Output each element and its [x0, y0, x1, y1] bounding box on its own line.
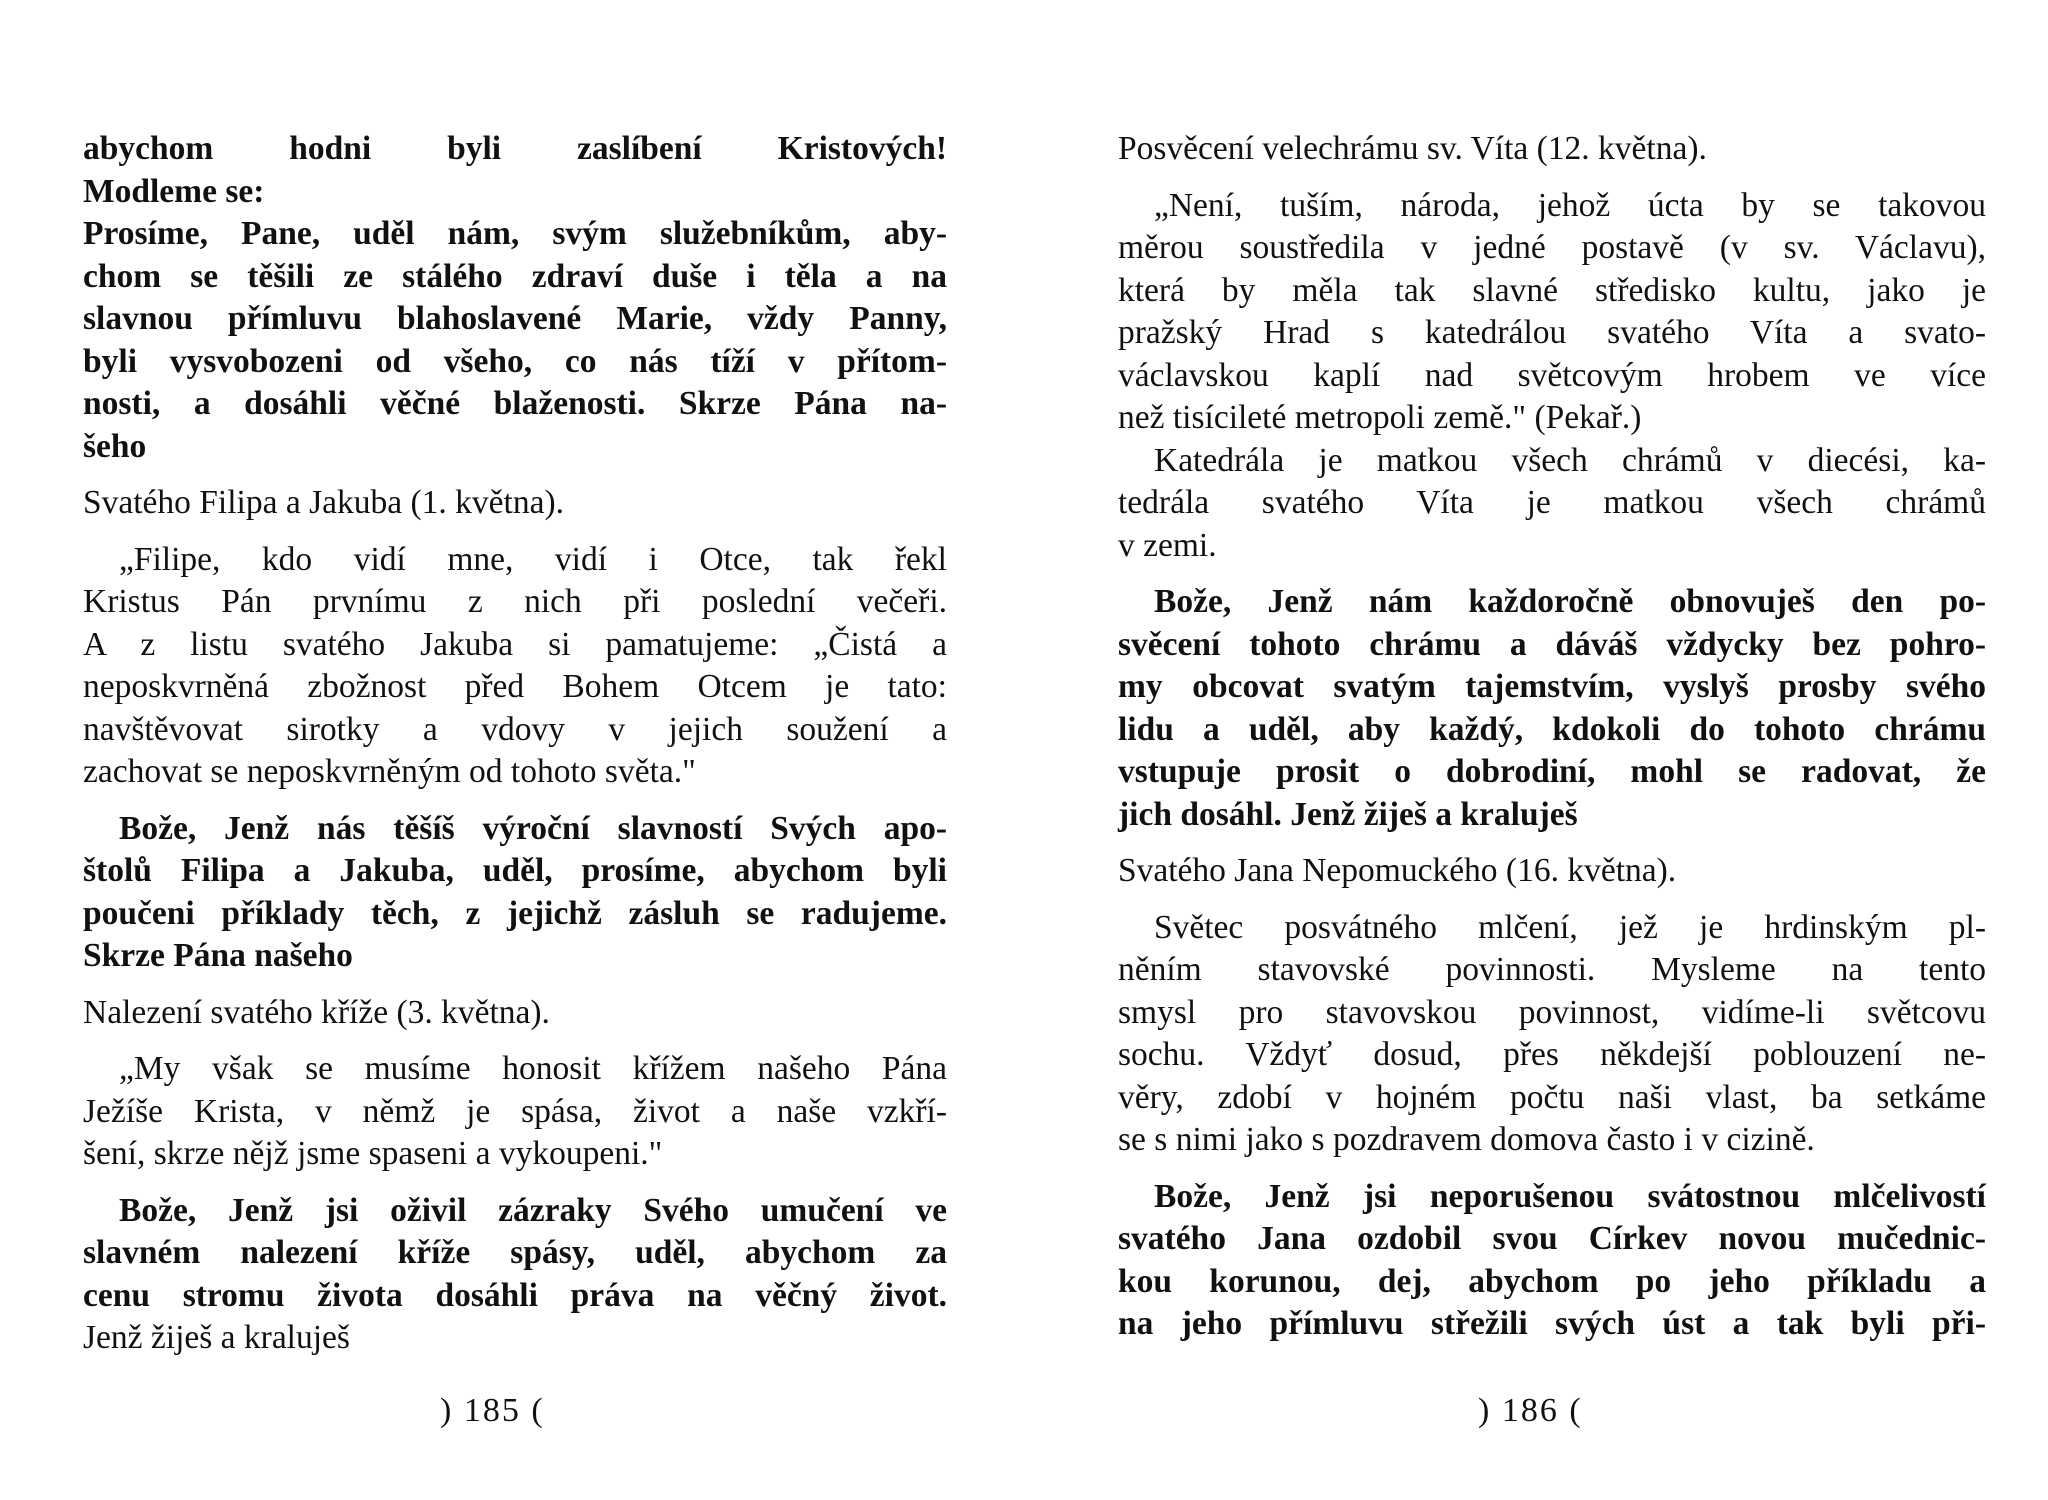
section-heading: Nalezení svatého kříže (3. května).: [83, 993, 550, 1031]
text-line: poučeni příklady těch, z jejichž zásluh se radujeme.: [83, 894, 947, 932]
text-line: Prosíme, Pane, uděl nám, svým služebníkům, aby-: [83, 215, 947, 252]
text-line: cenu stromu života dosáhli práva na věčný život.: [83, 1276, 947, 1314]
text-line: sochu. Vždyť dosud, přes někdejší poblouzení ne-: [1118, 1036, 1986, 1073]
text-line: Ježíše Krista, v němž je spása, život a naše vzkří-: [83, 1092, 947, 1130]
text-line: Bože, Jenž jsi oživil zázraky Svého umučení ve: [119, 1191, 947, 1229]
text-line: svatého Jana ozdobil svou Církev novou mučednic-: [1118, 1220, 1986, 1257]
text-line: „Není, tuším, národa, jehož úcta by se takovou: [1154, 186, 1986, 224]
text-line: A z listu svatého Jakuba si pamatujeme: „Čistá a: [83, 625, 947, 663]
text-line: něním stavovské povinnosti. Mysleme na tento: [1118, 951, 1986, 988]
text-line: byli vysvobozeni od všeho, co nás tíží v přítom-: [83, 342, 947, 380]
text-line: nosti, a dosáhli věčné blaženosti. Skrze Pána na-: [83, 385, 947, 422]
text-line: slavném nalezení kříže spásy, uděl, abychom za: [83, 1234, 947, 1271]
text-line: navštěvovat sirotky a vdovy v jejich soužení a: [83, 710, 947, 748]
text-line: šení, skrze nějž jsme spaseni a vykoupeni.": [83, 1135, 663, 1172]
page-number-right: ) 186 (: [1478, 1392, 1583, 1429]
text-line: smysl pro stavovskou povinnost, vidíme-li světcovu: [1118, 993, 1986, 1031]
text-line: se s nimi jako s pozdravem domova často i v cizině.: [1118, 1121, 1815, 1158]
text-line: Modleme se:: [83, 172, 265, 210]
text-line: zachovat se neposkvrněným od tohoto světa.": [83, 753, 696, 790]
text-line: pražský Hrad s katedrálou svatého Víta a svato-: [1118, 314, 1986, 351]
text-line: tedrála svatého Víta je matkou všech chrámů: [1118, 484, 1986, 521]
text-line: Bože, Jenž nám každoročně obnovuješ den po-: [1154, 583, 1986, 620]
text-line: svěcení tohoto chrámu a dáváš vždycky bez pohro-: [1118, 625, 1986, 663]
text-line: Bože, Jenž nás těšíš výroční slavností Svých apo-: [119, 809, 947, 847]
section-heading: Svatého Filipa a Jakuba (1. května).: [83, 484, 564, 521]
text-line: abychom hodni byli zaslíbení Kristových!: [83, 130, 947, 167]
text-line: lidu a uděl, aby každý, kdokoli do tohoto chrámu: [1118, 710, 1986, 748]
text-line: štolů Filipa a Jakuba, uděl, prosíme, abychom byli: [83, 852, 947, 889]
text-line: Bože, Jenž jsi neporušenou svátostnou mlčelivostí: [1154, 1177, 1986, 1215]
text-line: neposkvrněná zbožnost před Bohem Otcem je tato:: [83, 668, 947, 705]
text-line: václavskou kaplí nad světcovým hrobem ve více: [1118, 356, 1986, 394]
text-line: my obcovat svatým tajemstvím, vyslyš prosby svého: [1118, 668, 1986, 705]
text-line: „Filipe, kdo vidí mne, vidí i Otce, tak řekl: [119, 540, 947, 578]
text-line: na jeho přímluvu střežili svých úst a tak byli při-: [1118, 1305, 1986, 1342]
text-line: chom se těšili ze stálého zdraví duše i těla a na: [83, 257, 947, 295]
text-line: slavnou přímluvu blahoslavené Marie, vždy Panny,: [83, 300, 947, 337]
page-number-left: ) 185 (: [440, 1392, 545, 1429]
section-heading: Posvěcení velechrámu sv. Víta (12. května).: [1118, 130, 1707, 167]
text-line: jich dosáhl. Jenž žiješ a kraluješ: [1118, 795, 1578, 833]
left-page: [83, 128, 947, 1360]
text-line: Jenž žiješ a kraluješ: [83, 1319, 350, 1356]
text-line: Katedrála je matkou všech chrámů v diecési, ka-: [1154, 441, 1986, 479]
text-line: věry, zdobí v hojném počtu naši vlast, ba setkáme: [1118, 1078, 1986, 1116]
text-line: šeho: [83, 427, 147, 465]
text-line: Skrze Pána našeho: [83, 937, 353, 974]
text-line: měrou soustředila v jedné postavě (v sv. Václavu),: [1118, 229, 1986, 266]
text-line: „My však se musíme honosit křížem našeho Pána: [119, 1050, 947, 1087]
right-page: [1118, 128, 1986, 1346]
text-line: Světec posvátného mlčení, jež je hrdinským pl-: [1154, 908, 1986, 946]
text-line: kou korunou, dej, abychom po jeho příkladu a: [1118, 1262, 1986, 1300]
text-line: v zemi.: [1118, 526, 1217, 564]
text-line: než tisícileté metropoli země." (Pekař.): [1118, 399, 1642, 436]
section-heading: Svatého Jana Nepomuckého (16. května).: [1118, 852, 1677, 889]
text-line: vstupuje prosit o dobrodiní, mohl se radovat, že: [1118, 753, 1986, 790]
text-line: Kristus Pán prvnímu z nich při poslední večeři.: [83, 583, 947, 620]
text-line: která by měla tak slavné středisko kultu, jako je: [1118, 271, 1986, 309]
